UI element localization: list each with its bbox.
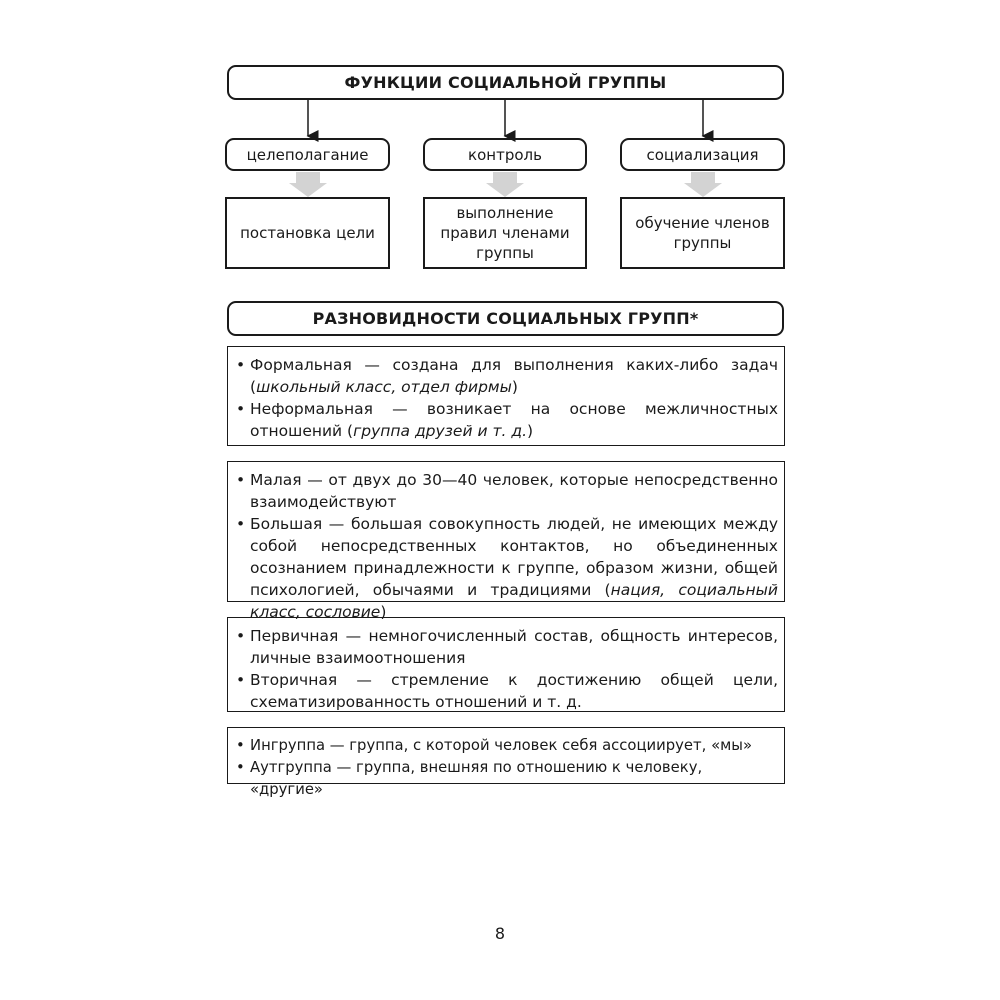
item-text: Ингруппа — группа, с которой человек себя ассоциирует, «мы» [250, 737, 753, 754]
page-number: 8 [494, 924, 506, 943]
list-item [236, 757, 778, 801]
item-text: Неформальная — возникает на основе межличностных отношений (группа друзей и т. д.) [250, 400, 778, 440]
varieties-box-formal [227, 346, 785, 446]
varieties-box-ingroup [227, 727, 785, 798]
bullet: • [236, 627, 246, 645]
varieties-title: РАЗНОВИДНОСТИ СОЦИАЛЬНЫХ ГРУПП* [227, 301, 784, 336]
result-control [423, 197, 587, 269]
function-goal-setting: целеполагание [225, 138, 390, 171]
list-item [236, 469, 778, 513]
item-text: Вторичная — стремление к достижению общей цели, схематизированность отношений и т. д. [250, 671, 778, 711]
bullet: • [236, 759, 245, 776]
function-socialization: социализация [620, 138, 785, 171]
item-text: Большая — большая совокупность людей, не имеющих между собой непосредственных контактов, но объединенных осознанием принадлежности к группе, образом жизни, общей психологией, обычаями и традициями (нация, социальный класс, сословие) [250, 515, 778, 621]
list-item [236, 513, 778, 623]
list-item [236, 354, 778, 398]
bullet: • [236, 737, 245, 754]
bullet: • [236, 471, 246, 489]
item-text: Формальная — создана для выполнения каких-либо задач (школьный класс, отдел фирмы) [250, 356, 778, 396]
item-text: Первичная — немногочисленный состав, общность интересов, личные взаимоотношения [250, 627, 778, 667]
result-goal-setting [225, 197, 390, 269]
gray-arrow-3 [684, 172, 722, 197]
list-item [236, 669, 778, 713]
result-socialization [620, 197, 785, 269]
bullet: • [236, 356, 246, 374]
bullet: • [236, 515, 246, 533]
item-text: Малая — от двух до 30—40 человек, которые непосредственно взаимодействуют [250, 471, 778, 511]
gray-arrow-2 [486, 172, 524, 197]
bullet: • [236, 671, 246, 689]
result-goal-setting-text: постановка цели [240, 224, 375, 242]
function-control: контроль [423, 138, 587, 171]
item-text: Аутгруппа — группа, внешняя по отношению к человеку, «другие» [250, 759, 703, 798]
functions-title: ФУНКЦИИ СОЦИАЛЬНОЙ ГРУППЫ [227, 65, 784, 100]
result-control-text: выполнение правил членами группы [440, 204, 570, 262]
varieties-box-primary [227, 617, 785, 712]
list-item [236, 735, 778, 757]
varieties-box-size [227, 461, 785, 621]
result-socialization-text: обучение членов группы [635, 214, 770, 252]
bullet: • [236, 400, 246, 418]
list-item [236, 625, 778, 669]
gray-arrow-1 [289, 172, 327, 197]
list-item [236, 398, 778, 442]
